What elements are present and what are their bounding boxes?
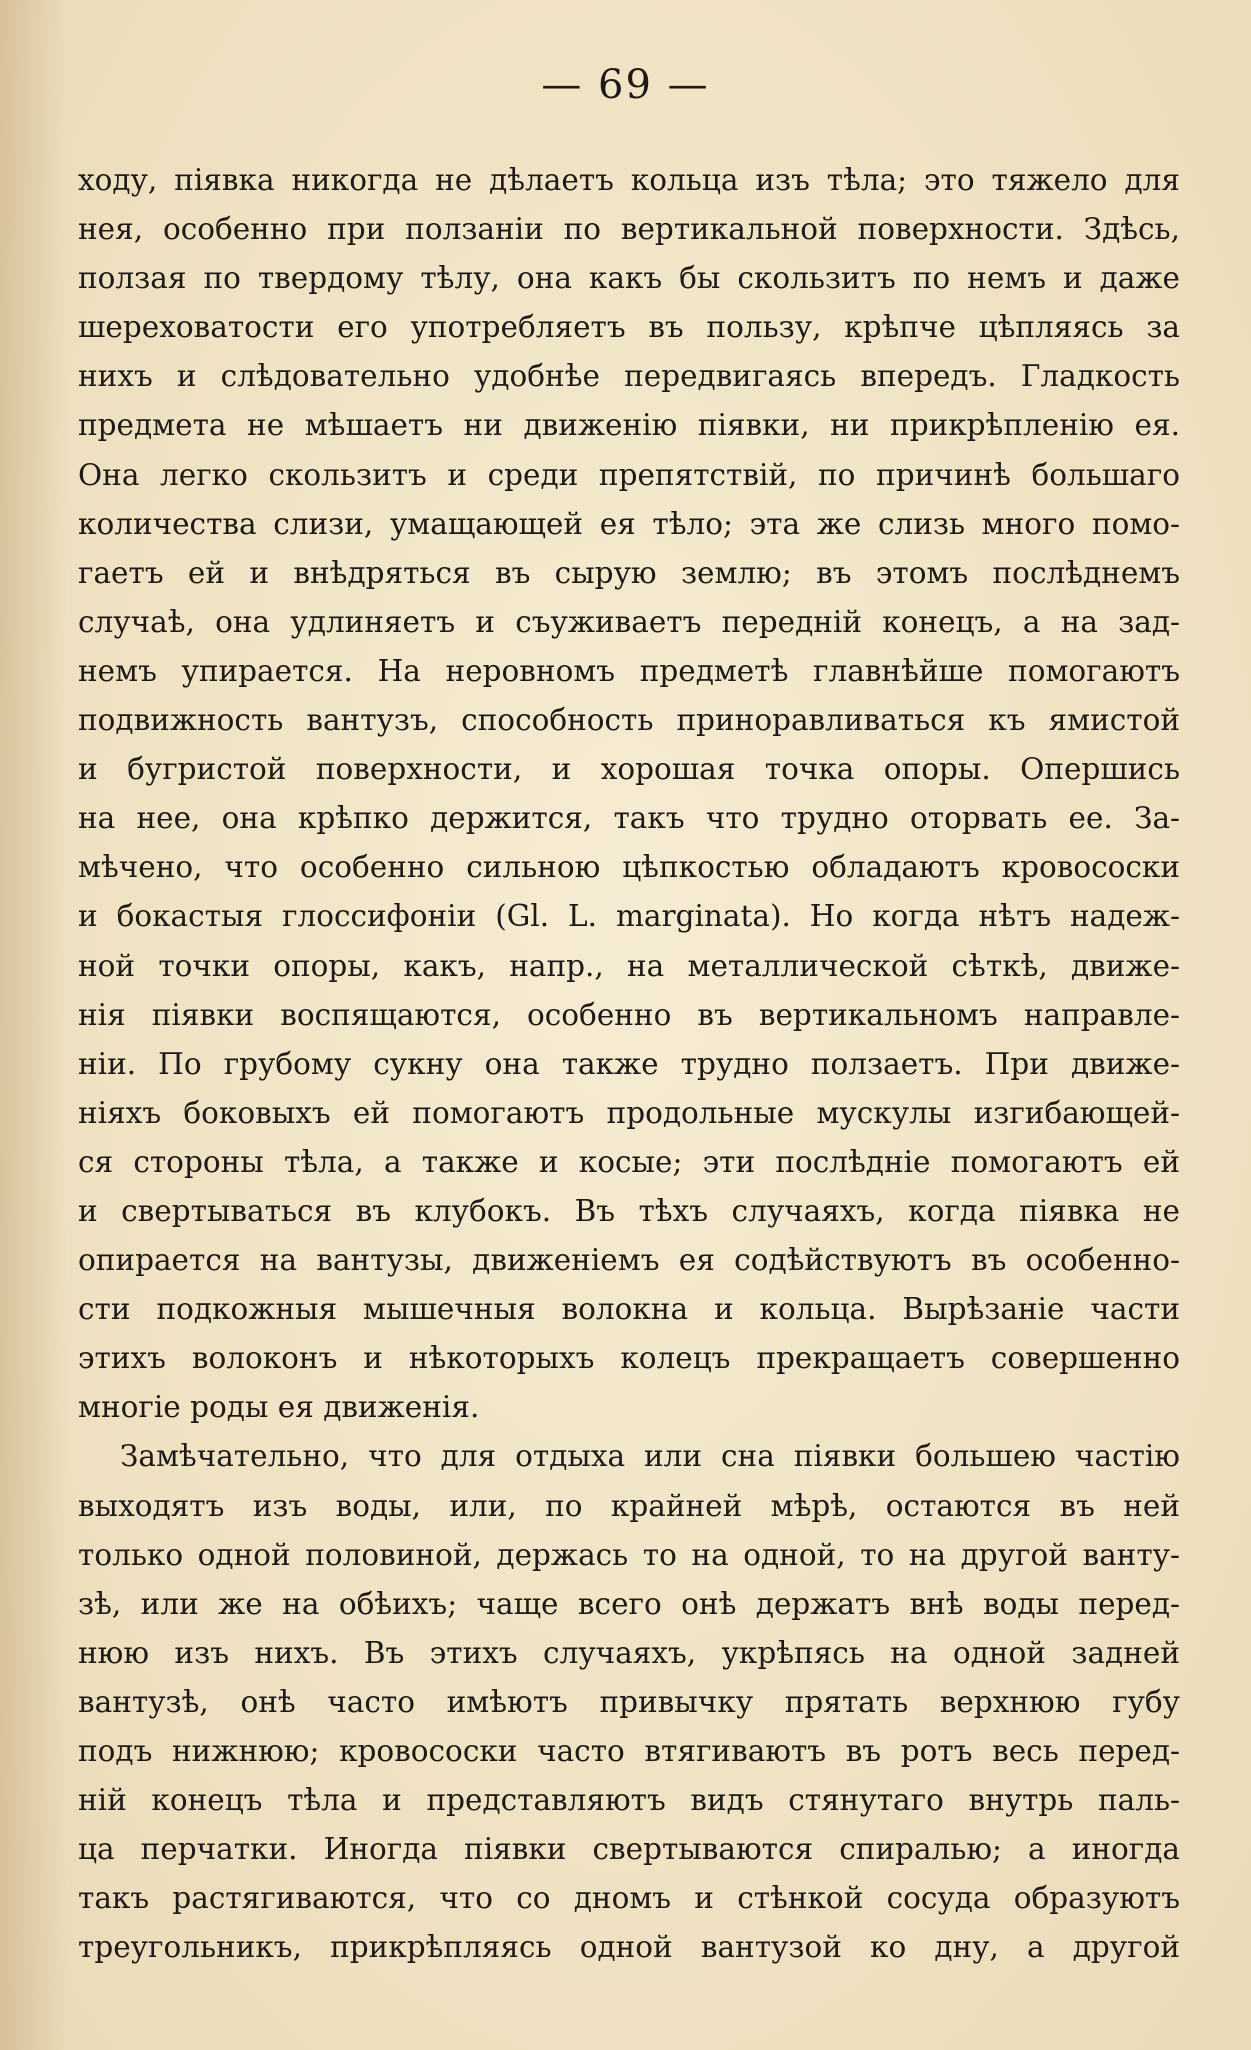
text-line: немъ упирается. На неровномъ предметѣ главнѣйше помогаютъ <box>78 653 1180 688</box>
text-line: нюю изъ нихъ. Въ этихъ случаяхъ, укрѣпясь на одной задней <box>78 1635 1180 1670</box>
text-line: зѣ, или же на обѣихъ; чаще всего онѣ держатъ внѣ воды перед- <box>78 1586 1180 1621</box>
text-line: предмета не мѣшаетъ ни движенію піявки, ни прикрѣпленію ея. <box>78 408 1180 443</box>
text-line: ползая по твердому тѣлу, она какъ бы скользитъ по немъ и даже <box>78 261 1180 296</box>
text-line: мѣчено, что особенно сильною цѣпкостью обладаютъ кровососки <box>78 850 1180 885</box>
text-line: ній конецъ тѣла и представляютъ видъ стянутаго внутрь паль- <box>78 1783 1180 1818</box>
text-line: нихъ и слѣдовательно удобнѣе передвигаясь впередъ. Гладкость <box>78 359 1180 394</box>
text-line: только одной половиной, держась то на одной, то на другой ванту- <box>78 1537 1180 1572</box>
text-line: ходу, піявка никогда не дѣлаетъ кольца изъ тѣла; это тяжело для <box>78 163 1180 197</box>
paragraph-end-line: многіе роды ея движенія. <box>78 1390 480 1425</box>
text-line: Она легко скользитъ и среди препятствій, по причинѣ большаго <box>78 457 1180 492</box>
text-line: ніяхъ боковыхъ ей помогаютъ продольные мускулы изгибающей- <box>78 1095 1180 1130</box>
text-line: ся стороны тѣла, а также и косые; эти послѣдніе помогаютъ ей <box>78 1144 1180 1179</box>
text-line: треугольникъ, прикрѣпляясь одной вантузой ко дну, а другой <box>78 1930 1180 1965</box>
text-line: опирается на вантузы, движеніемъ ея содѣйствуютъ въ особенно- <box>78 1243 1180 1278</box>
text-line: случаѣ, она удлиняетъ и съуживаетъ передній конецъ, а на зад- <box>78 604 1180 639</box>
text-line: такъ растягиваются, что со дномъ и стѣнкой сосуда образуютъ <box>78 1881 1180 1916</box>
text-line: шереховатости его употребляетъ въ пользу, крѣпче цѣпляясь за <box>78 310 1180 345</box>
text-line: на нее, она крѣпко держится, такъ что трудно оторвать ее. За- <box>78 801 1180 836</box>
text-line: ца перчатки. Иногда піявки свертываются спиралью; а иногда <box>78 1832 1180 1867</box>
text-line: нія піявки воспящаются, особенно въ вертикальномъ направле- <box>78 997 1180 1032</box>
text-line: подъ нижнюю; кровососки часто втягиваютъ въ ротъ весь перед- <box>78 1734 1180 1768</box>
text-line: подвижность вантузъ, способность приноравливаться къ ямистой <box>78 703 1180 738</box>
page-number: — 69 — <box>541 62 710 108</box>
text-line: сти подкожныя мышечныя волокна и кольца. Вырѣзаніе части <box>78 1292 1180 1327</box>
text-line: ніи. По грубому сукну она также трудно ползаетъ. При движе- <box>78 1046 1180 1081</box>
text-line: ной точки опоры, какъ, напр., на металлической сѣткѣ, движе- <box>78 948 1180 983</box>
text-line: и бугристой поверхности, и хорошая точка опоры. Опершись <box>78 752 1180 787</box>
text-line: вантузѣ, онѣ часто имѣютъ привычку прятать верхнюю губу <box>78 1684 1180 1719</box>
paragraph-start-line: Замѣчательно, что для отдыха или сна піявки большею частію <box>120 1439 1180 1474</box>
text-line: этихъ волоконъ и нѣкоторыхъ колецъ прекращаетъ совершенно <box>78 1341 1180 1376</box>
text-line: количества слизи, умащающей ея тѣло; эта же слизь много помо- <box>78 506 1180 541</box>
text-line: нея, особенно при ползаніи по вертикальной поверхности. Здѣсь, <box>78 212 1180 247</box>
text-line: и свертываться въ клубокъ. Въ тѣхъ случаяхъ, когда піявка не <box>78 1193 1180 1228</box>
body-text <box>78 156 1180 1972</box>
text-line: и бокастыя глоссифоніи (Gl. L. marginata). Но когда нѣтъ надеж- <box>78 899 1180 934</box>
binding-shadow <box>0 0 70 2050</box>
text-line: выходятъ изъ воды, или, по крайней мѣрѣ, остаются въ ней <box>78 1488 1180 1523</box>
text-line: гаетъ ей и внѣдряться въ сырую землю; въ этомъ послѣднемъ <box>78 555 1180 590</box>
